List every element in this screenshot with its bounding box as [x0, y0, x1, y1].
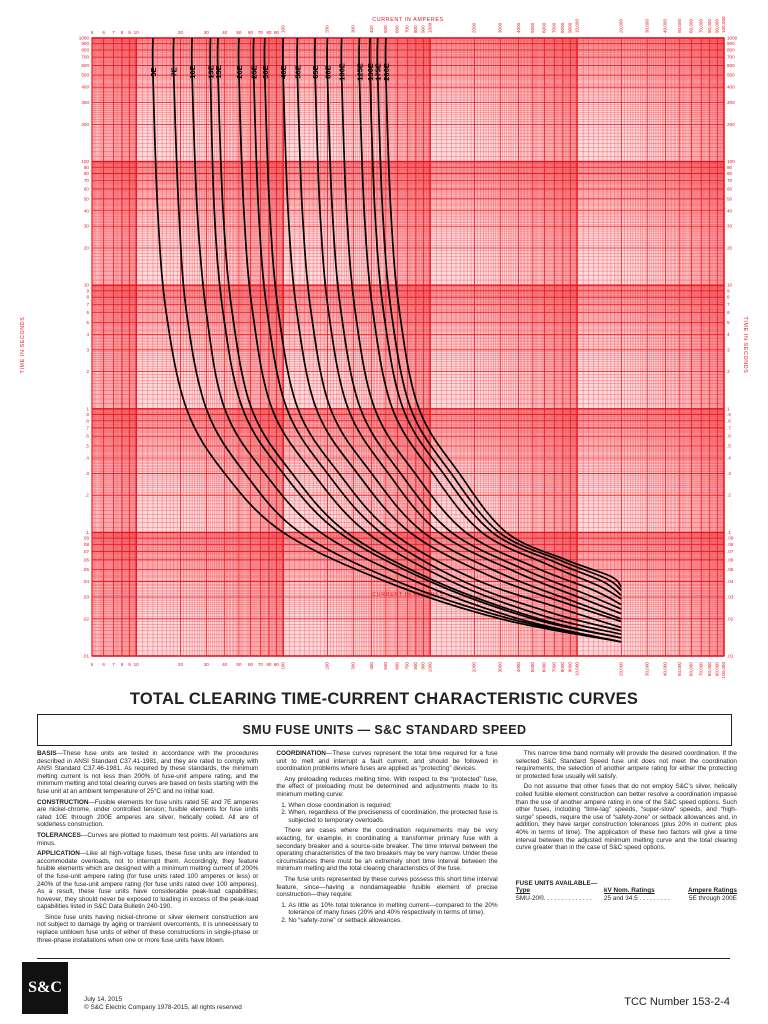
x-tick-label: 40	[222, 30, 228, 35]
y-tick-label: 50	[727, 196, 733, 202]
x-tick-label: 2000	[471, 22, 477, 33]
y-tick-label: 9	[86, 288, 89, 294]
y-tick-label: 70	[727, 178, 733, 184]
x-tick-label: 30	[203, 662, 209, 667]
y-tick-label: .05	[727, 567, 734, 573]
x-tick-label: 40,000	[662, 18, 668, 33]
x-tick-label: 90,000	[714, 662, 720, 677]
y-tick-label: .9	[85, 411, 89, 417]
x-tick-label: 300	[350, 662, 356, 670]
footer-date	[84, 996, 242, 1012]
curve-label-65E: 65E	[311, 65, 321, 79]
y-tick-label: 2	[86, 369, 89, 375]
curve-label-200E: 200E	[381, 63, 391, 81]
construction-text: —Fusible elements for fuse units rated 5E and 7E amperes are nickel-chrome, under controlled tension; fusible elements for fuse units rated 10E through 200E amperes are silver, helically coiled. All are of solderless construction.	[37, 798, 259, 829]
y-tick-label: 700	[81, 54, 89, 60]
x-tick-label: 70	[257, 30, 263, 35]
x-tick-label: 9000	[567, 22, 573, 33]
x-tick-label: 800	[413, 662, 419, 670]
y-tick-label: .7	[85, 425, 89, 431]
x-tick-label: 70	[257, 662, 263, 667]
tolerances-paragraph	[37, 832, 258, 847]
basis-heading: BASIS	[37, 750, 57, 757]
curve-label-40E: 40E	[279, 65, 289, 79]
y-tick-label: .01	[82, 653, 89, 659]
x-tick-label: 8	[120, 662, 124, 667]
x-tick-label: 400	[368, 662, 374, 670]
x-tick-label: 100,000	[721, 16, 727, 33]
x-tick-label: 600	[394, 25, 400, 33]
plot-area	[92, 38, 724, 656]
y-tick-label: 400	[727, 84, 735, 90]
curve-label-13E: 13E	[206, 65, 216, 79]
y-tick-label: .08	[82, 541, 89, 547]
x-axis-label-bottom: CURRENT IN AMPERES	[372, 592, 444, 598]
x-tick-label: 1000	[427, 662, 433, 673]
cell-amp: 5E through 200E	[689, 894, 737, 902]
y-tick-label: .03	[82, 594, 89, 600]
x-tick-label: 10	[133, 30, 139, 35]
x-tick-label: 400	[368, 25, 374, 33]
curve-label-5E: 5E	[148, 67, 158, 77]
x-tick-label: 50	[236, 662, 242, 667]
x-tick-label: 20	[177, 30, 184, 35]
x-tick-label: 80,000	[706, 662, 712, 677]
y-tick-label: 900	[727, 41, 735, 47]
x-tick-label: 60,000	[688, 662, 694, 677]
application-text: —Like all high-voltage fuses, these fuse units are intended to accommodate overloads, not to interrupt them. Accordingly, they feature fusible elements which are designed with a minimum melting current of 200% of the fuse-unit ampere rating (for fuse units rated 100 amperes or less) or 240% of the fuse-unit ampere rating (for fuse units rated over 100 amperes). As a result, these fuse units have considerable peak-load capabilities; however, they should never be exposed to loading in excess of the peak-load capabilities listed in S&C Data Bulletin 240-190.	[37, 850, 259, 911]
copyright-text: © S&C Electric Company 1978-2015, all rights reserved	[84, 1004, 242, 1011]
y-tick-label: 4	[727, 331, 730, 337]
curve-label-25E: 25E	[249, 65, 259, 79]
x-tick-label: 70,000	[698, 18, 704, 33]
coordination-paragraph-2: Any preloading reduces melting time. With respect to the “protected” fuse, the effect of preloading must be determined and adjustments made to its minimum melting curve:	[276, 775, 498, 798]
y-tick-label: .06	[727, 557, 734, 563]
coordination-paragraph-4: The fuse units represented by these curves possess this short time interval feature, since—having a nondamageable fusible element of precise construction—they require:	[276, 875, 498, 899]
curve-label-50E: 50E	[293, 65, 303, 79]
x-tick-label: 50,000	[676, 18, 682, 33]
construction-heading: CONSTRUCTION	[37, 798, 89, 806]
y-tick-label: 500	[727, 72, 735, 78]
x-tick-label: 60,000	[688, 18, 694, 33]
x-tick-label: 900	[420, 25, 426, 33]
x-tick-label: 100	[280, 25, 286, 33]
x-tick-label: 50	[236, 30, 242, 35]
coordination-text: —These curves represent the total time required for a fuse unit to melt and interrupt a fault current, and should be followed in coordination problems where fuses are applied as “protecting” devices.	[276, 750, 498, 773]
fuse-units-table-block	[516, 880, 737, 903]
y-tick-label: .01	[727, 653, 734, 659]
x-tick-label: 8000	[560, 22, 566, 33]
y-tick-label: 50	[83, 196, 89, 202]
y-tick-label: .3	[85, 470, 89, 476]
x-tick-label: 60	[248, 662, 254, 667]
curve-label-15E: 15E	[213, 65, 223, 79]
y-tick-label: 20	[727, 245, 733, 251]
y-tick-label: .8	[85, 418, 89, 424]
col-amp: Ampere Ratings	[687, 887, 737, 895]
x-tick-label: 8000	[560, 662, 566, 673]
x-tick-label: 700	[404, 25, 410, 33]
coordination-heading: COORDINATION	[276, 750, 326, 757]
x-tick-label: 4000	[515, 22, 521, 33]
x-tick-label: 1000	[427, 22, 433, 33]
x-tick-label: 3000	[497, 662, 503, 673]
y-tick-label: 40	[727, 208, 733, 214]
y-tick-label: 5	[86, 319, 89, 325]
y-tick-label: .09	[82, 535, 89, 541]
x-tick-label: 8	[120, 30, 124, 35]
x-tick-label: 5000	[530, 662, 536, 673]
y-tick-label: 100	[727, 159, 735, 165]
y-tick-label: 20	[83, 245, 89, 251]
y-axis-label-right: TIME IN SECONDS	[742, 316, 748, 374]
x-tick-label: 50,000	[676, 662, 682, 677]
y-tick-label: .2	[727, 492, 731, 498]
x-tick-label: 300	[350, 25, 356, 33]
x-tick-label: 90	[273, 662, 280, 667]
y-tick-label: 8	[86, 294, 89, 300]
x-tick-label: 6000	[541, 22, 547, 33]
y-tick-label: .4	[727, 455, 731, 461]
y-tick-label: 7	[727, 301, 730, 307]
y-tick-label: 30	[727, 223, 733, 229]
y-tick-label: .05	[82, 567, 89, 573]
y-tick-label: 500	[81, 72, 89, 78]
basis-text: —These fuse units are tested in accordance with the procedures described in ANSI Standard C37.41-1981, and they are rated to comply with ANSI Standard C37.46-1981. As required by these standards, the minimum melting current is not less than 200% of fuse-unit ampere rating, and the minimum melting and total clearing curves are based on tests starting with the fuse unit at an ambient temperature of 25°C and no initial load.	[37, 750, 259, 795]
x-tick-label: 9000	[567, 662, 573, 673]
col-type: Type	[515, 887, 531, 895]
subtitle: SMU FUSE UNITS — S&C STANDARD SPEED	[242, 723, 527, 737]
footer-divider	[37, 958, 730, 959]
x-tick-label: 20	[177, 662, 184, 667]
coordination-item-1: 1. When close coordination is required;	[288, 802, 497, 810]
tolerances-text: —Curves are plotted to maximum test points. All variations are minus.	[37, 831, 259, 847]
y-tick-label: 60	[727, 186, 733, 192]
y-tick-label: 5	[727, 319, 730, 325]
y-axis-label-left: TIME IN SECONDS	[20, 316, 26, 374]
y-tick-label: .07	[82, 549, 89, 555]
x-tick-label: 700	[404, 662, 410, 670]
y-tick-label: 30	[83, 223, 89, 229]
x-tick-label: 900	[420, 662, 426, 670]
curve-label-125E: 125E	[355, 63, 365, 81]
x-tick-label: 200	[324, 662, 330, 670]
x-tick-label: 30,000	[644, 18, 650, 33]
column-3	[516, 750, 737, 947]
cell-type: SMU-20®. . . . . . . . . . . . . .	[515, 894, 592, 902]
y-tick-label: 1000	[727, 35, 738, 41]
x-tick-label: 2000	[471, 662, 477, 673]
x-tick-label: 80	[266, 30, 272, 35]
column-3-paragraph-2: Do not assume that other fuses that do not employ S&C’s silver, helically coiled fusible element construction can better resolve a coordination impasse than the use of another ampere rating in one of the S&C speed options. Such other fuses, including “time-lag” speeds, “super-slow” speeds, and “high-surge” speeds, require the use of “safety-zone” or setback allowances and, in addition, they have larger construction tolerances (plus 20% in current; plus 40% in terms of time). The application of these two factors will give a time interval between the adjusted minimum melting curve and the total clearing curve greater than in the case of S&C speed options.	[515, 783, 737, 852]
y-tick-label: 300	[727, 100, 735, 106]
y-tick-label: 90	[83, 164, 89, 170]
curve-label-30E: 30E	[260, 65, 270, 79]
x-tick-label: 10	[133, 662, 139, 667]
tolerances-heading: TOLERANCES	[37, 831, 81, 839]
y-tick-label: 10	[727, 282, 733, 288]
sc-logo: S&C	[22, 962, 68, 1014]
x-tick-label: 80	[266, 662, 272, 667]
curve-label-100E: 100E	[337, 63, 347, 81]
y-tick-label: .9	[727, 411, 731, 417]
y-tick-label: 8	[727, 294, 730, 300]
y-tick-label: .06	[82, 557, 89, 563]
application-paragraph-2: Since fuse units having nickel-chrome or silver element construction are not subject to damage by aging or transient overcurrents, it is unnecessary to replace unblown fuse units of either of these constructions in single-phase or three-phase installations when one or more fuse units have blown.	[37, 913, 259, 944]
y-tick-label: 1	[86, 406, 89, 412]
column-2	[276, 750, 497, 947]
construction-paragraph	[37, 799, 258, 829]
y-tick-label: .2	[85, 492, 89, 498]
y-tick-label: 80	[727, 171, 733, 177]
x-tick-label: 500	[383, 25, 389, 33]
y-tick-label: .08	[727, 541, 734, 547]
y-tick-label: 800	[727, 47, 735, 53]
x-tick-label: 6000	[541, 662, 547, 673]
y-tick-label: .8	[727, 418, 731, 424]
y-tick-label: 800	[81, 47, 89, 53]
y-tick-label: 6	[727, 310, 730, 316]
y-tick-label: 3	[86, 347, 89, 353]
x-tick-label: 200	[324, 25, 330, 33]
y-tick-label: 90	[727, 164, 733, 170]
x-tick-label: 7000	[551, 662, 557, 673]
y-tick-label: 1	[727, 406, 730, 412]
y-tick-label: .1	[85, 529, 89, 535]
x-tick-label: 5000	[530, 22, 536, 33]
x-tick-label: 3000	[497, 22, 503, 33]
y-tick-label: .07	[727, 549, 734, 555]
y-tick-label: 2	[727, 369, 730, 375]
coordination-item-2: 2. When, regardless of the preciseness of coordination, the protected fuse is subjected to temporary overloads.	[288, 809, 497, 824]
col-kv: kV Nom. Ratings	[603, 887, 655, 895]
x-tick-label: 9	[128, 30, 131, 35]
requirement-item-1: 1. As little as 10% total tolerance in melting current—compared to the 20% tolerance of many fuses (20% and 40% respectively in terms of time).	[288, 902, 497, 917]
x-tick-label: 10,000	[574, 18, 580, 33]
body-text	[37, 750, 737, 947]
y-tick-label: .4	[85, 455, 89, 461]
x-tick-label: 6	[102, 30, 105, 35]
x-tick-label: 70,000	[698, 662, 704, 677]
y-tick-label: .7	[727, 425, 731, 431]
y-tick-label: 600	[727, 62, 735, 68]
tcc-number: TCC Number 153-2-4	[624, 996, 730, 1008]
y-tick-label: 10	[83, 282, 89, 288]
application-paragraph	[37, 850, 258, 911]
date-text: July 14, 2015	[84, 996, 123, 1003]
table-row	[516, 895, 737, 903]
y-tick-label: 100	[81, 159, 89, 165]
x-tick-label: 7	[112, 662, 115, 667]
y-tick-label: .6	[85, 433, 89, 439]
basis-paragraph	[37, 750, 258, 796]
page-title: TOTAL CLEARING TIME-CURRENT CHARACTERISTIC CURVES	[129, 690, 639, 708]
coordination-paragraph	[276, 750, 497, 773]
y-tick-label: 300	[81, 100, 89, 106]
y-tick-label: .6	[727, 433, 731, 439]
y-tick-label: 6	[86, 310, 89, 316]
y-tick-label: 3	[727, 347, 730, 353]
cell-kv: 25 and 34.5 . . . . . . . . .	[603, 894, 670, 902]
x-tick-label: 20,000	[618, 18, 624, 33]
curve-label-10E: 10E	[188, 65, 198, 79]
y-tick-label: 1000	[78, 35, 89, 41]
x-tick-label: 800	[413, 25, 419, 33]
x-tick-label: 30	[203, 30, 209, 35]
x-tick-label: 500	[383, 662, 389, 670]
column-3-paragraph-1: This narrow time band normally will provide the desired coordination. If the selected S&C Standard Speed fuse unit does not meet the coordination requirements, the selection of another ampere rating for either the protecting or protected fuse usually will satisfy.	[515, 750, 737, 780]
y-tick-label: 700	[727, 54, 735, 60]
y-tick-label: 600	[81, 62, 89, 68]
coordination-paragraph-3: There are cases where the coordination requirements may be very exacting, for example, in coordinating a transformer primary fuse with a secondary breaker and a source-side breaker. The time interval between the operating characteristics of the two breakers may be very narrow. Under these circumstances there must be an extremely short time interval between the minimum melting and the total clearing characteristics of the fuse.	[276, 827, 498, 873]
y-tick-label: 40	[83, 208, 89, 214]
requirement-item-2: 2. No “safety-zone” or setback allowances.	[288, 917, 497, 925]
x-tick-label: 600	[394, 662, 400, 670]
x-tick-label: 100	[280, 662, 286, 670]
application-heading: APPLICATION	[37, 850, 80, 858]
y-tick-label: 200	[727, 121, 735, 127]
y-tick-label: 80	[83, 171, 89, 177]
x-tick-label: 5	[90, 30, 94, 35]
y-tick-label: .5	[85, 443, 89, 449]
y-tick-label: .04	[727, 579, 734, 585]
y-tick-label: 4	[86, 331, 89, 337]
y-tick-label: .5	[727, 443, 731, 449]
x-tick-label: 40,000	[662, 662, 668, 677]
fuse-units-table	[516, 887, 737, 902]
x-tick-label: 6	[102, 662, 105, 667]
subtitle-box	[37, 714, 732, 746]
x-tick-label: 60	[248, 30, 254, 35]
y-tick-label: .3	[727, 470, 731, 476]
x-tick-label: 9	[128, 662, 131, 667]
x-axis-label-top: CURRENT IN AMPERES	[372, 17, 444, 23]
fuse-units-heading: FUSE UNITS AVAILABLE—	[515, 879, 598, 887]
y-tick-label: 7	[86, 301, 89, 307]
y-tick-label: 400	[81, 84, 89, 90]
x-tick-label: 80,000	[706, 18, 712, 33]
table-header-row	[516, 887, 737, 895]
x-tick-label: 20,000	[618, 662, 624, 677]
x-tick-label: 10,000	[574, 662, 580, 677]
column-1	[37, 750, 258, 947]
curve-label-175E: 175E	[373, 63, 383, 81]
curve-label-80E: 80E	[323, 65, 333, 79]
y-tick-label: .1	[727, 529, 731, 535]
x-tick-label: 100,000	[721, 662, 727, 679]
y-tick-label: 900	[81, 41, 89, 47]
curve-label-7E: 7E	[169, 67, 179, 77]
x-tick-label: 7	[112, 30, 115, 35]
x-tick-label: 5	[90, 662, 94, 667]
x-tick-label: 4000	[515, 662, 521, 673]
curve-label-150E: 150E	[366, 63, 376, 81]
y-tick-label: .09	[727, 535, 734, 541]
y-tick-label: 200	[81, 121, 89, 127]
y-tick-label: .02	[727, 616, 734, 622]
y-tick-label: .02	[82, 616, 89, 622]
x-tick-label: 30,000	[644, 662, 650, 677]
y-tick-label: .03	[727, 594, 734, 600]
y-tick-label: 60	[83, 186, 89, 192]
x-tick-label: 90,000	[714, 18, 720, 33]
y-tick-label: 9	[727, 288, 730, 294]
x-tick-label: 7000	[551, 22, 557, 33]
curve-label-20E: 20E	[234, 65, 244, 79]
x-tick-label: 90	[273, 30, 280, 35]
y-tick-label: 70	[83, 178, 89, 184]
x-tick-label: 40	[222, 662, 228, 667]
y-tick-label: .04	[82, 579, 89, 585]
